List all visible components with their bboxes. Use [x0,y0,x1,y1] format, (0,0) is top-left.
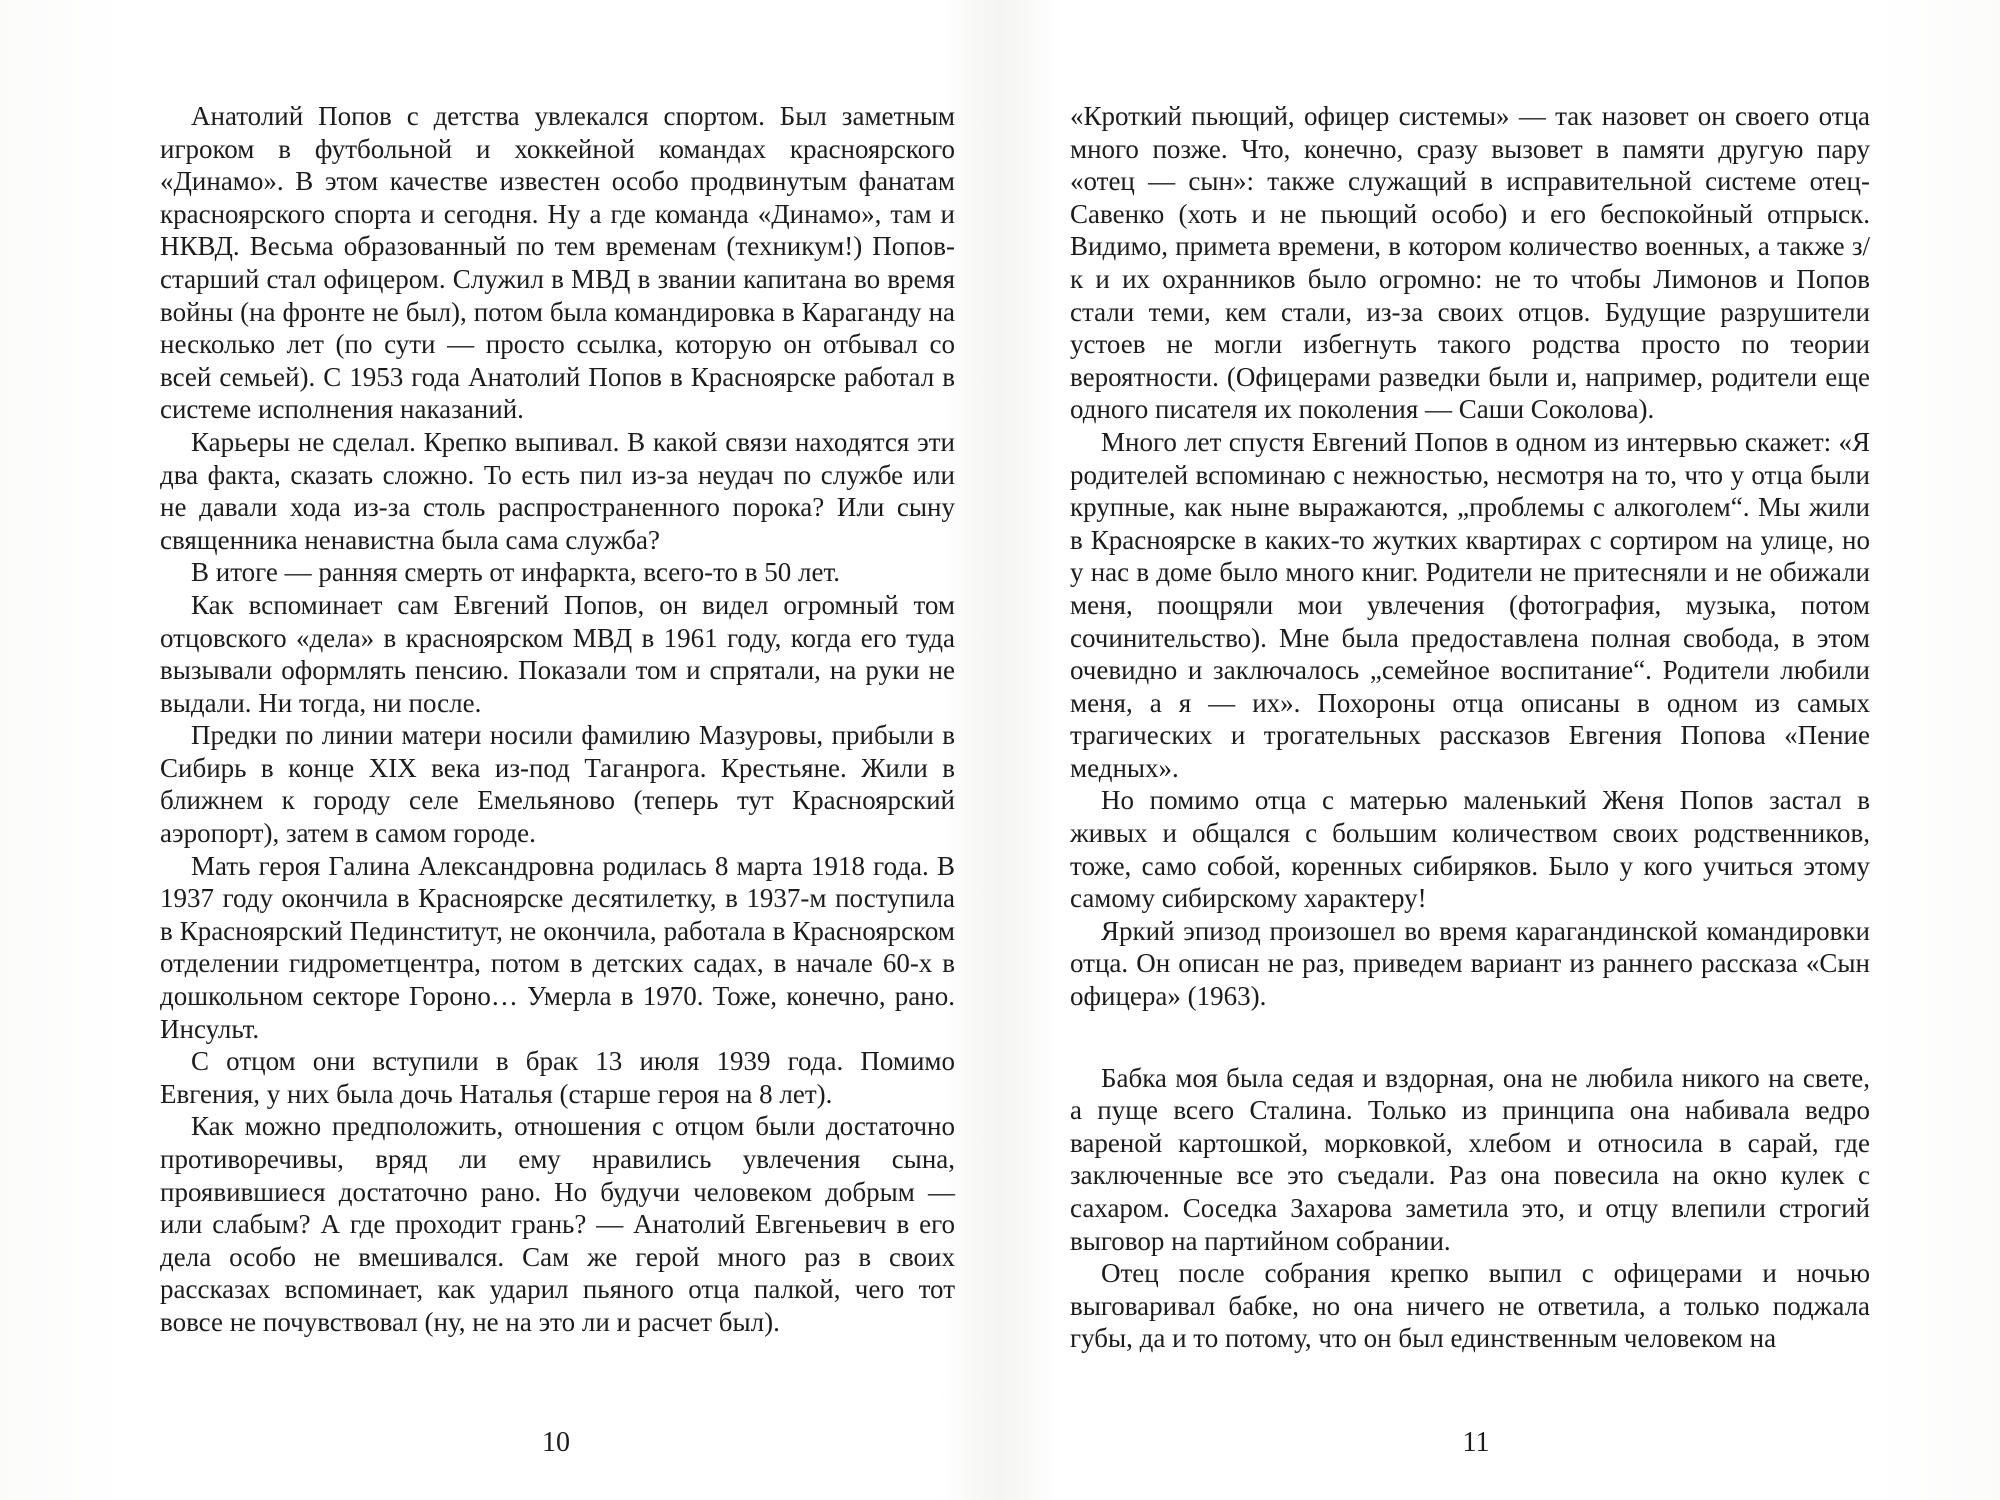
paragraph: Яркий эпизод произошел во время карагандинской командировки отца. Он описан не раз, приведем вариант из раннего рассказа «Сын офицера» (1963). [1070,915,1870,1012]
paragraph: Карьеры не сделал. Крепко выпивал. В какой связи находятся эти два факта, сказать сложно. То есть пил из-за неудач по службе или не давали хода из-за столь распространенного порока? Или сыну священника ненавистна была сама служба? [160,426,955,555]
paragraph: Много лет спустя Евгений Попов в одном из интервью скажет: «Я родителей вспоминаю с нежностью, несмотря на то, что у отца были крупные, как ныне выражаются, „проблемы с алкоголем“. Мы жили в Красноярске в каких-то жутких квартирах с сортиром на улице, но у нас в доме было много книг. Родители не притесняли и не обижали меня, поощряли мои увлечения (фотография, музыка, потом сочинительство). Мне была предоставлена полная свобода, в этом очевидно и заключалось „семейное воспитание“. Родители любили меня, а я — их». Похороны отца описаны в одном из самых трагических и трогательных рассказов Евгения Попова «Пение медных». [1070,426,1870,783]
quote-paragraph: Отец после собрания крепко выпил с офицерами и ночью выговаривал бабке, но она ничего не ответила, а только поджала губы, да и то потому, что он был единственным человеком на [1070,1258,1870,1354]
right-text-column [1070,100,1870,1355]
paragraph: Предки по линии матери носили фамилию Мазуровы, прибыли в Сибирь в конце XIX века из-под Таганрога. Крестьяне. Жили в ближнем к городу селе Емельяново (теперь тут Красноярский аэропорт), затем в самом городе. [160,720,955,849]
paragraph: Как можно предположить, отношения с отцом были достаточно противоречивы, вряд ли ему нравились увлечения сына, проявившиеся достаточно рано. Но будучи человеком добрым — или слабым? А где проходит грань? — Анатолий Евгеньевич в его дела особо не вмешивался. Сам же герой много раз в своих рассказах вспоминает, как ударил пьяного отца палкой, чего тот вовсе не почувствовал (ну, не на это ли и расчет был). [160,1111,955,1337]
paragraph: Как вспоминает сам Евгений Попов, он видел огромный том отцовского «дела» в красноярском МВД в 1961 году, когда его туда вызывали оформлять пенсию. Показали том и спрятали, на руки не выдали. Ни тогда, ни после. [160,589,955,718]
page-number: 11 [1462,1427,1490,1458]
paragraph: Мать героя Галина Александровна родилась 8 марта 1918 года. В 1937 году окончила в Красноярске десятилетку, в 1937-м поступила в Красноярский Пединститут, не окончила, работала в Красноярском отделении гидрометцентра, потом в детских садах, в начале 60-х в дошкольном секторе Гороно… Умерла в 1970. Тоже, конечно, рано. Инсульт. [160,850,955,1044]
left-text-column [160,100,955,1339]
paragraph: С отцом они вступили в брак 13 июля 1939 года. Помимо Евгения, у них была дочь Наталья (старше героя на 8 лет). [160,1046,955,1109]
quote-paragraph: Бабка моя была седая и вздорная, она не любила никого на свете, а пуще всего Сталина. Только из принципа она набивала ведро вареной картошкой, морковкой, хлебом и относила в сарай, где заключенные все это съедали. Раз она повесила на окно кулек с сахаром. Соседка Захарова заметила это, и отцу влепили строгий выговор на партийном собрании. [1070,1062,1870,1256]
right-page [1000,0,2000,1500]
paragraph: Но помимо отца с матерью маленький Женя Попов застал в живых и общался с большим количеством своих родственников, тоже, само собой, коренных сибиряков. Было у кого учиться этому самому сибирскому характеру! [1070,785,1870,914]
paragraph: Анатолий Попов с детства увлекался спортом. Был заметным игроком в футбольной и хоккейной командах красноярского «Динамо». В этом качестве известен особо продвинутым фанатам красноярского спорта и сегодня. Ну а где команда «Динамо», там и НКВД. Весьма образованный по тем временам (техникум!) Попов-старший стал офицером. Служил в МВД в звании капитана во время войны (на фронте не был), потом была командировка в Караганду на несколько лет (по сути — просто ссылка, которую он отбывал со всей семьей). С 1953 года Анатолий Попов в Красноярске работал в системе исполнения наказаний. [160,101,955,425]
paragraph: В итоге — ранняя смерть от инфаркта, всего-то в 50 лет. [191,557,841,588]
page-number: 10 [542,1427,570,1458]
paragraph: «Кроткий пьющий, офицер системы» — так назовет он своего отца много позже. Что, конечно, сразу вызовет в памяти другую пару «отец — сын»: также служащий в исправительной системе отец-Савенко (хоть и не пьющий особо) и его беспокойный отпрыск. Видимо, примета времени, в котором количество военных, а также з/к и их охранников было огромно: не то чтобы Лимонов и Попов стали теми, кем стали, из-за своих отцов. Будущие разрушители устоев не могли избегнуть такого родства просто по теории вероятности. (Офицерами разведки были и, например, родители еще одного писателя их поколения — Саши Соколова). [1070,101,1870,425]
